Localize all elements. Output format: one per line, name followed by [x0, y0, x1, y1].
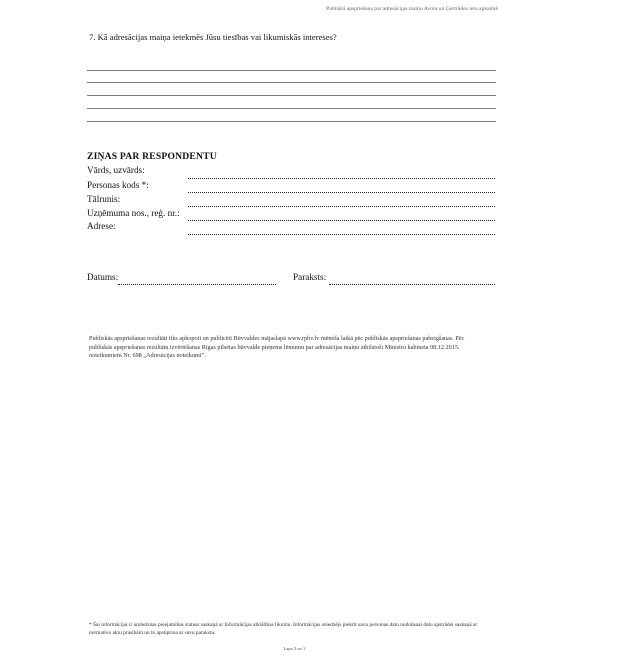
date-field[interactable] [118, 284, 276, 285]
page-number: Lapa 3 no 3 [283, 646, 306, 651]
signature-field[interactable] [329, 284, 495, 285]
phone-label: Tālrunis: [87, 194, 121, 204]
address-field[interactable] [188, 234, 495, 235]
footnote: * Šai informācijai ir arobežotas pieejamības statuss saskaņā ar Informācijas atklātības likumu. Informācijas sniedzējs piekrīt savu personas datu nodošanai datu apstrādei saskaņā ar normatīvo aktu prasībām un to apstiprina ar savu parakstu. [89, 622, 478, 636]
page-header: Publiskā apspriešana par adresācijas maiņu Avotu un Ģertrūdes ielu apkaimē [326, 6, 498, 12]
company-label: Uzņēmuma nos., reģ. nr.: [87, 208, 180, 218]
address-label: Adrese: [87, 221, 116, 231]
answer-line[interactable] [87, 70, 496, 71]
date-label: Datums: [87, 272, 119, 282]
answer-line[interactable] [87, 108, 496, 109]
answer-line[interactable] [87, 121, 496, 122]
publication-note: Publiskās apspriešanas rezultāti tiks apkopoti un publicēti Būvvaldes mājaslapā www.rpbv.lv mēneša laikā pēc publiskās apspriešanas pabeigšanas. Pēc publiskās apspriešanas rezultātu izvērtēšanas Rīgas pilsētas būvvalde pieņems lēmumu par adresācijas maiņu atbilstoši Ministru kabineta 08.12.2015. noteikumiem Nr. 698 „Adresācijas noteikumi”. [89, 335, 465, 360]
respondent-section-title: ZIŅAS PAR RESPONDENTU [87, 151, 217, 162]
name-field[interactable] [188, 178, 495, 179]
phone-field[interactable] [188, 206, 495, 207]
answer-line[interactable] [87, 82, 496, 83]
signature-label: Paraksts: [293, 272, 327, 282]
personal-code-label: Personas kods *: [87, 180, 149, 190]
personal-code-field[interactable] [188, 192, 495, 193]
answer-line[interactable] [87, 95, 496, 96]
question-7: 7. Kā adresācijas maiņa ietekmēs Jūsu tiesības vai likumiskās intereses? [89, 32, 337, 42]
company-field[interactable] [188, 220, 495, 221]
name-label: Vārds, uzvārds: [87, 165, 145, 175]
